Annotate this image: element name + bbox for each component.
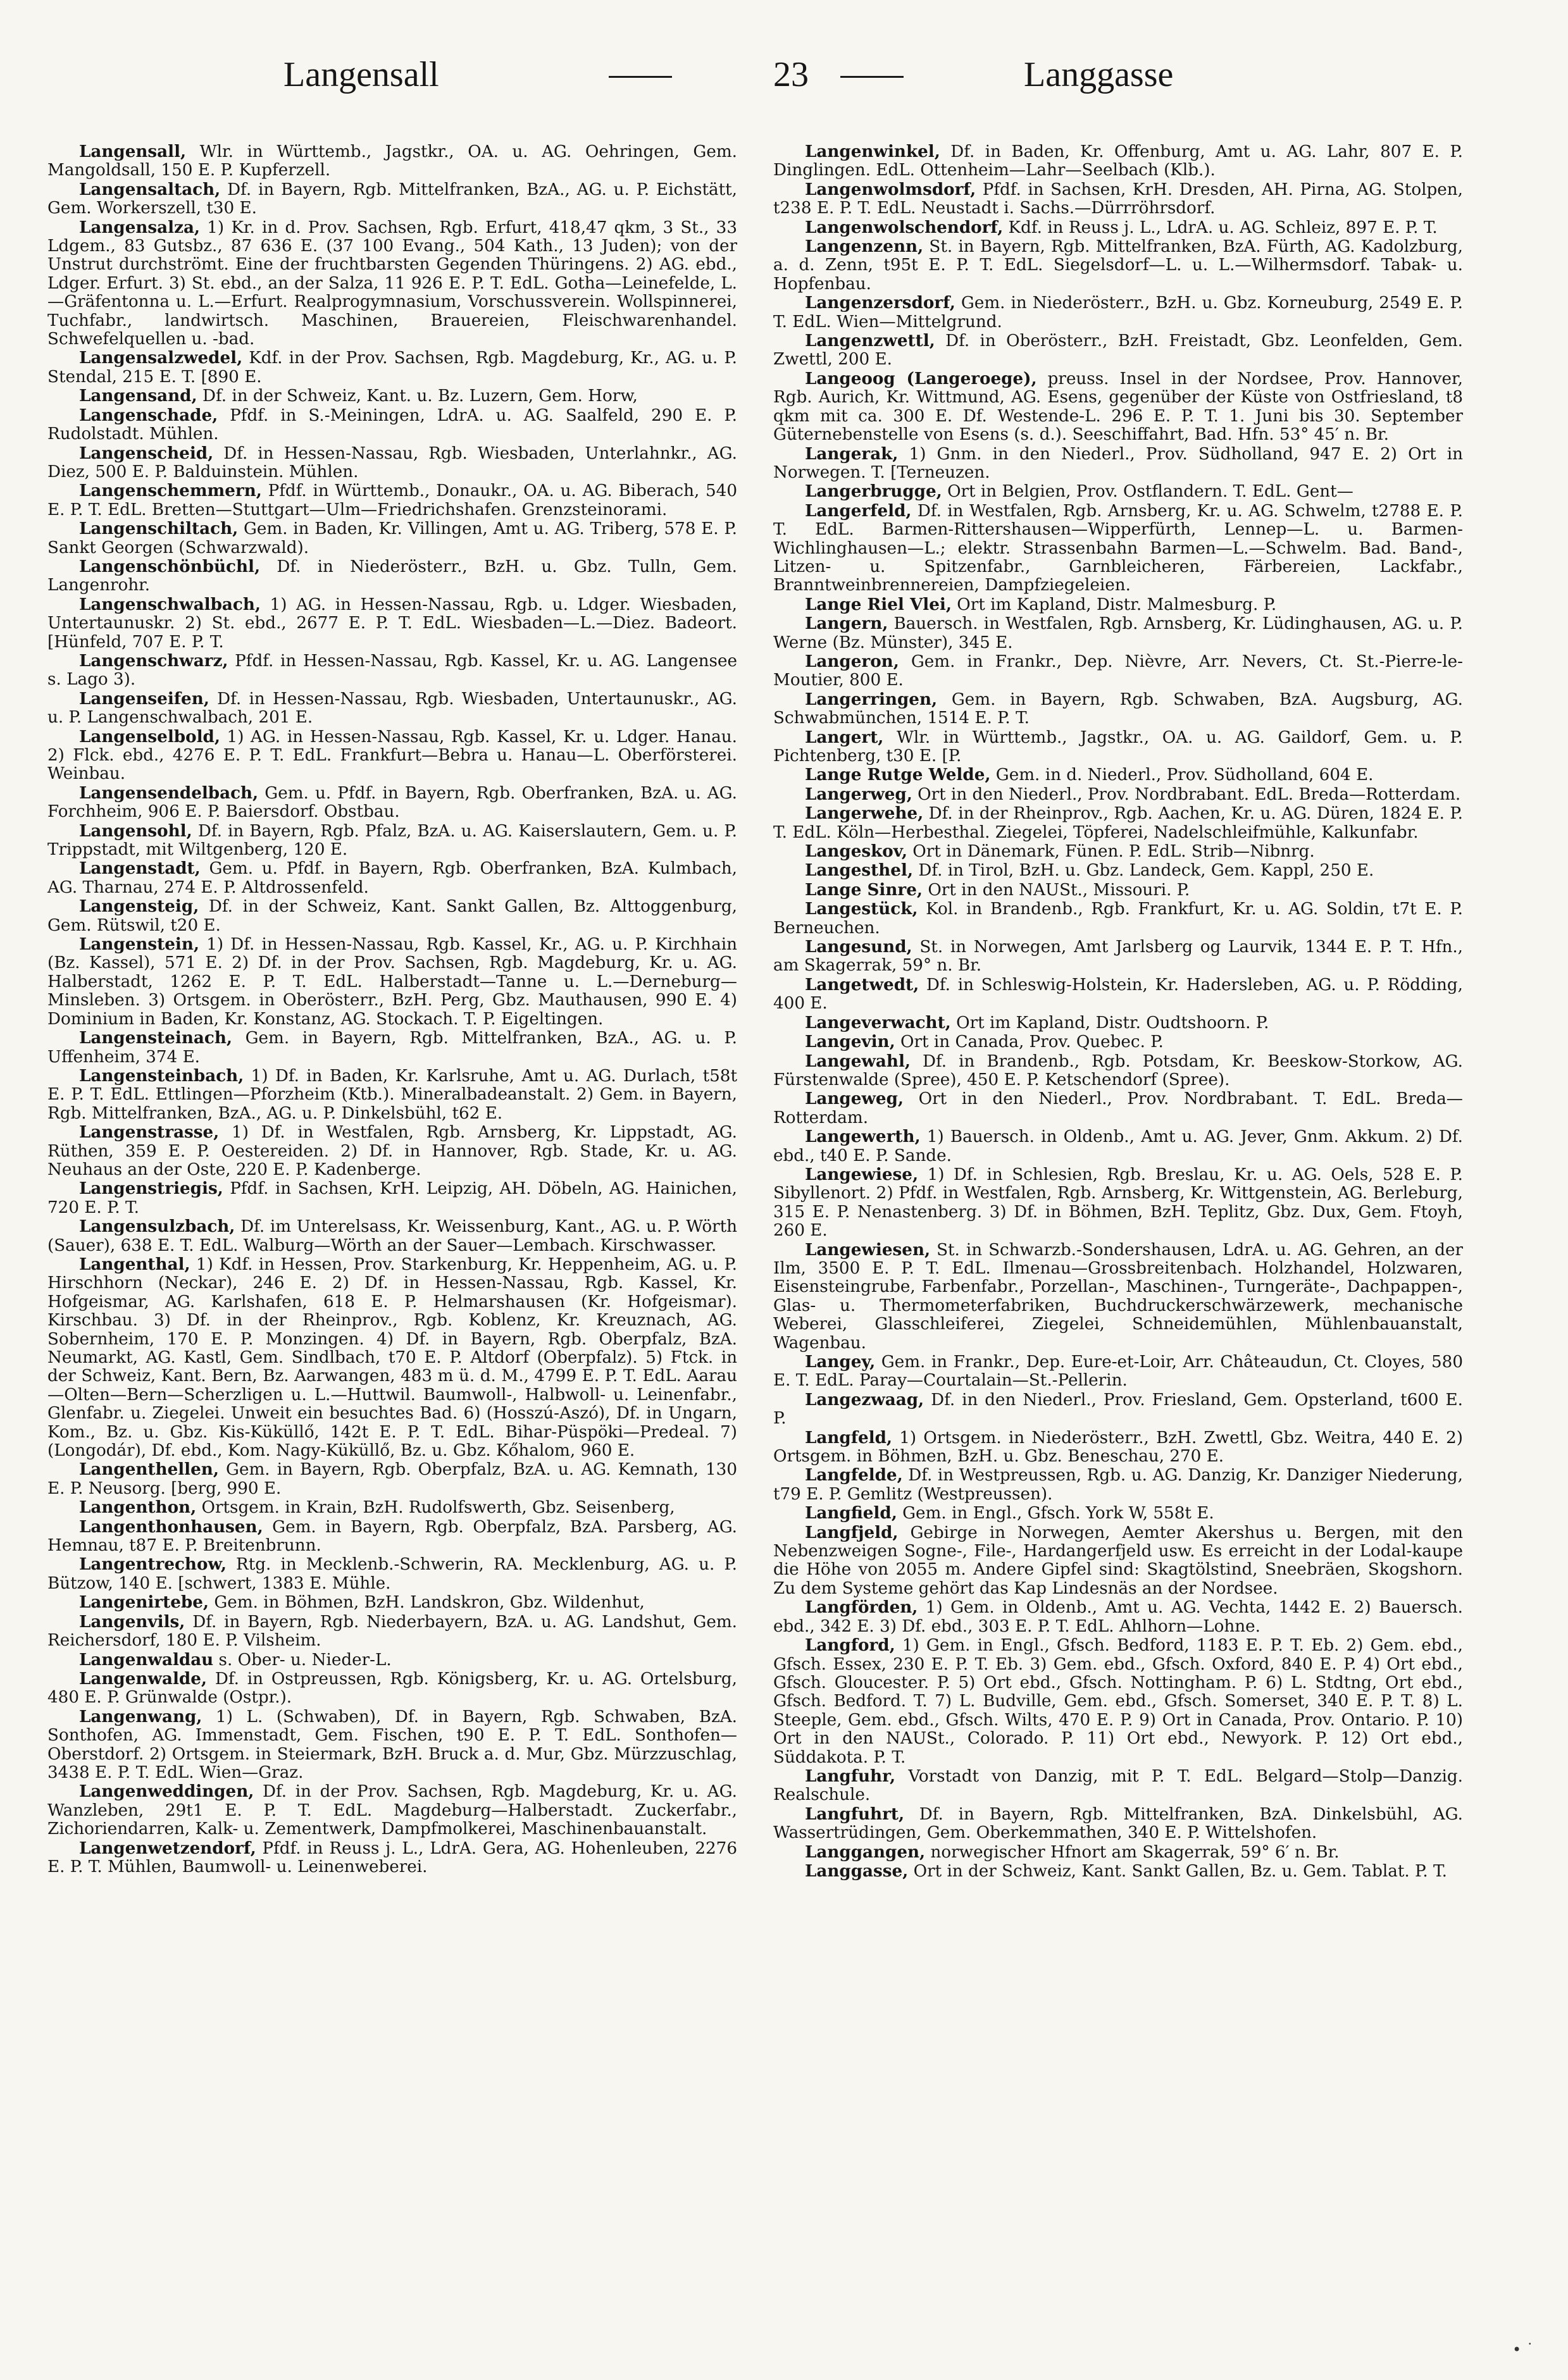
- entry-headword: Langenschönbüchl,: [79, 556, 261, 576]
- entry-text: Df. in Schleswig-Holstein, Kr. Hadersleben, AG. u. P. Rödding, 400 E.: [773, 975, 1463, 1013]
- entry-headword: Langford,: [805, 1635, 895, 1656]
- entry-headword: Langesthel,: [805, 860, 913, 881]
- entry-headword: Langenschwalbach,: [79, 594, 261, 614]
- entry-headword: Langewerth,: [805, 1127, 921, 1147]
- entry-text: preuss. Insel in der Nordsee, Prov. Hannover, Rgb. Aurich, Kr. Wittmund, AG. Esens, gegenüber der Küste von Ostfriesland, t8 qkm mit ca. 300 E. Df. Westende-L. 296 E. P. T. 1. Juni bis 30. September Güternebenstelle von Esens (s. d.). Seeschiffahrt, Bad. Hfn. 53° 45′ n. Br.: [773, 369, 1463, 445]
- entry-headword: Langenzersdorf,: [805, 293, 955, 313]
- dictionary-entry: [47, 1179, 737, 1217]
- entry-headword: Langenwolmsdorf,: [805, 179, 976, 199]
- entry-text: Gem. in Bayern, Rgb. Oberpfalz, BzA. u. AG. Kemnath, 130 E. P. Neusorg. [berg, 990 E.: [47, 1460, 737, 1498]
- dictionary-entry: [47, 142, 737, 180]
- dictionary-entry: [47, 595, 737, 652]
- dictionary-entry: [773, 1805, 1463, 1843]
- entry-text: Rtg. in Mecklenb.-Schwerin, RA. Mecklenburg, AG. u. P. Bützow, 140 E. [schwert, 1383 E. Mühle.: [47, 1555, 737, 1593]
- entry-headword: Langenschemmern,: [79, 481, 262, 501]
- entry-headword: Langfjeld,: [805, 1522, 899, 1542]
- entry-headword: Langenseifen,: [79, 688, 209, 709]
- dictionary-entry: [773, 332, 1463, 369]
- dictionary-entry: [773, 881, 1463, 900]
- entry-text: Df. in Ostpreussen, Rgb. Königsberg, Kr. u. AG. Ortelsburg, 480 E. P. Grünwalde (Ostpr.).: [47, 1669, 737, 1708]
- dictionary-entry: [47, 1555, 737, 1593]
- entry-text: St. in Bayern, Rgb. Mittelfranken, BzA. Fürth, AG. Kadolzburg, a. d. Zenn, t95t E. P. T. EdL. Siegelsdorf—L. u. L.—Wilhermsdorf. Tabak- u. Hopfenbau.: [773, 237, 1463, 294]
- entry-text: St. in Norwegen, Amt Jarlsberg og Laurvik, 1344 E. P. T. Hfn., am Skagerrak, 59° n. Br.: [773, 938, 1463, 976]
- dictionary-entry: [47, 1255, 737, 1460]
- entry-text: Df. in der Prov. Sachsen, Rgb. Magdeburg, Kr. u. AG. Wanzleben, 29t1 E. P. T. EdL. Magdeburg—Halberstadt. Zuckerfabr., Zichoriendarren, Kalk- u. Zementwerk, Dampfmolkerei, Maschinenbauanstalt.: [47, 1782, 737, 1839]
- entry-text: Gem. in Frankr., Dep. Nièvre, Arr. Nevers, Ct. St.-Pierre-le-Moutier, 800 E.: [773, 652, 1463, 690]
- dictionary-entry: [47, 822, 737, 860]
- entry-headword: Langenweddingen,: [79, 1782, 254, 1802]
- entry-text: Df. in Bayern, Rgb. Pfalz, BzA. u. AG. Kaiserslautern, Gem. u. P. Trippstadt, mit Wiltgenberg, 120 E.: [47, 821, 737, 860]
- entry-headword: Langfuhrt,: [805, 1804, 905, 1824]
- dictionary-entry: [47, 557, 737, 595]
- dictionary-entry: [773, 1429, 1463, 1466]
- entry-headword: Langenwinkel,: [805, 142, 940, 161]
- entry-headword: Langenthon,: [79, 1497, 197, 1518]
- entry-headword: Langentrechow,: [79, 1554, 227, 1575]
- dictionary-entry: [47, 1782, 737, 1838]
- dictionary-entry: [47, 387, 737, 406]
- entry-headword: Langerfeld,: [805, 500, 912, 521]
- dictionary-entry: [773, 1504, 1463, 1523]
- dictionary-entry: [47, 349, 737, 387]
- entry-headword: Langenwalde,: [79, 1668, 207, 1689]
- entry-text: Gem. in Bayern, Rgb. Schwaben, BzA. Augsburg, AG. Schwabmünchen, 1514 E. P. T.: [773, 690, 1463, 728]
- entry-headword: Langensalzwedel,: [79, 348, 243, 368]
- dictionary-entry: [47, 1651, 737, 1670]
- entry-headword: Langezwaag,: [805, 1389, 924, 1410]
- entry-text: Ort in der Schweiz, Kant. Sankt Gallen, Bz. u. Gem. Tablat. P. T.: [908, 1861, 1447, 1881]
- dictionary-entry: [47, 784, 737, 822]
- entry-headword: Langensall,: [79, 142, 187, 161]
- entry-headword: Langeron,: [805, 651, 899, 671]
- dictionary-entry: [773, 861, 1463, 880]
- entry-text: Gem. in Böhmen, BzH. Landskron, Gbz. Wildenhut,: [209, 1593, 645, 1613]
- entry-headword: Langerweg,: [805, 784, 912, 804]
- dictionary-entry: [773, 1089, 1463, 1127]
- entry-headword: Langenschwarz,: [79, 650, 228, 671]
- dictionary-entry: [47, 1067, 737, 1123]
- entry-text: 1) Gnm. in den Niederl., Prov. Südholland, 947 E. 2) Ort in Norwegen. T. [Terneuzen.: [773, 444, 1463, 482]
- entry-text: Df. in Bayern, Rgb. Mittelfranken, BzA. Dinkelsbühl, AG. Wassertrüdingen, Gem. Oberkemmathen, 340 E. P. Wittelshofen.: [773, 1804, 1463, 1843]
- entry-text: Gem. in Niederösterr., BzH. u. Gbz. Korneuburg, 2549 E. P. T. EdL. Wien—Mittelgrund.: [773, 294, 1463, 332]
- header-rule-left: [609, 76, 672, 78]
- entry-headword: Langfield,: [805, 1503, 897, 1523]
- entry-text: 1) Kr. in d. Prov. Sachsen, Rgb. Erfurt, 418,47 qkm, 3 St., 33 Ldgem., 83 Gutsbz., 87 636 E. (37 100 Evang., 504 Kath., 13 Juden); von der Unstrut durchströmt. Eine der fruchtbarsten Gegenden Thüringens. 2) AG. ebd., Ldger. Erfurt. 3) St. ebd., an der Salza, 11 926 E. P. T. EdL. Gotha—Leinefelde, L.—Gräfentonna u. L.—Erfurt. Realprogymnasium, Vorschussverein. Wollspinnerei, Tuchfabr., landwirtsch. Maschinen, Brauereien, Fleischwarenhandel. Schwefelquellen u. -bad.: [47, 218, 737, 349]
- entry-text: Df. in Bayern, Rgb. Mittelfranken, BzA., AG. u. P. Eichstätt, Gem. Workerszell, t30 E.: [47, 180, 737, 218]
- dictionary-entry: [773, 1052, 1463, 1090]
- entry-headword: Langenstriegis,: [79, 1179, 223, 1199]
- entry-headword: Langensulzbach,: [79, 1217, 235, 1237]
- entry-text: Pfdf. in Reuss j. L., LdrA. Gera, AG. Hohenleuben, 2276 E. P. T. Mühlen, Baumwoll- u. Leinenweberei.: [47, 1838, 737, 1876]
- entry-text: s. Ober- u. Nieder-L.: [213, 1650, 392, 1670]
- dictionary-entry: [47, 1839, 737, 1877]
- entry-headword: Langenthellen,: [79, 1460, 219, 1480]
- entry-text: Df. in der Schweiz, Kant. Sankt Gallen, Bz. Alttoggenburg, Gem. Rütswil, t20 E.: [47, 897, 737, 935]
- entry-headword: Langfuhr,: [805, 1766, 896, 1786]
- entry-text: Df. in Westpreussen, Rgb. u. AG. Danzig, Kr. Danziger Niederung, t79 E. P. Gemlitz (Westpreussen).: [773, 1466, 1463, 1504]
- entry-headword: Langensteinbach,: [79, 1065, 244, 1086]
- entry-headword: Langensteig,: [79, 896, 199, 917]
- dictionary-entry: [773, 1523, 1463, 1599]
- dictionary-entry: [773, 1636, 1463, 1767]
- entry-headword: Langeoog (Langeroege),: [805, 368, 1037, 388]
- dictionary-entry: [47, 1708, 737, 1783]
- entry-headword: Langerbrugge,: [805, 481, 942, 502]
- entry-text: Pfdf. in Hessen-Nassau, Rgb. Kassel, Kr. u. AG. Langensee s. Lago 3).: [47, 651, 737, 690]
- dictionary-entry: [47, 897, 737, 935]
- entry-text: Wlr. in Württemb., Jagstkr., OA. u. AG. Oehringen, Gem. Mangoldsall, 150 E. P. Kupferzell.: [47, 142, 737, 180]
- entry-text: 1) Df. in Baden, Kr. Karlsruhe, Amt u. AG. Durlach, t58t E. P. T. EdL. Ettlingen—Pforzheim (Ktb.). Mineralbadeanstalt. 2) Gem. in Bayern, Rgb. Mittelfranken, BzA., AG. u. P. Dinkelsbühl, t62 E.: [47, 1066, 737, 1123]
- entry-text: 1) Ortsgem. in Niederösterr., BzH. Zwettl, Gbz. Weitra, 440 E. 2) Ortsgem. in Böhmen, BzH. u. Gbz. Beneschau, 270 E.: [773, 1428, 1463, 1466]
- entry-text: Ort im Kapland, Distr. Oudtshoorn. P.: [950, 1013, 1269, 1032]
- entry-text: 1) Gem. in Engl., Gfsch. Bedford, 1183 E. P. T. Eb. 2) Gem. ebd., Gfsch. Essex, 230 E. P. T. Eb. 3) Gem. ebd., Gfsch. Oxford, 840 E. P. 4) Ort ebd., Gfsch. Gloucester. P. 5) Ort ebd., Gfsch. Nottingham. P. 6) L. Stdtng, Ort ebd., Gfsch. Bedford. T. 7) L. Budville, Gem. ebd., Gfsch. Somerset, 340 E. P. T. 8) L. Steeple, Gem. ebd., Gfsch. Wilts, 470 E. P. 9) Ort in Canada, Prov. Ontario. P. 10) Ort in den NAUSt., Colorado. P. 11) Ort ebd., Newyork. P. 12) Ort ebd., Süddakota. P. T.: [773, 1636, 1463, 1767]
- dictionary-entry: [47, 1670, 737, 1708]
- entry-headword: Langey,: [805, 1352, 876, 1372]
- entry-headword: Langern,: [805, 614, 888, 634]
- entry-text: Ort in Canada, Prov. Quebec. P.: [895, 1032, 1164, 1052]
- dictionary-entry: [773, 1598, 1463, 1636]
- entry-text: Df. in der Schweiz, Kant. u. Bz. Luzern, Gem. Horw,: [197, 387, 638, 406]
- entry-text: 1) Df. in Schlesien, Rgb. Breslau, Kr. u. AG. Oels, 528 E. P. Sibyllenort. 2) Pfdf. in Westfalen, Rgb. Arnsberg, Kr. Wittgenstein, AG. Berleburg, 315 E. P. Nenastenberg. 3) Df. in Böhmen, BzH. Teplitz, Gbz. Dux, Gem. Ftoyh, 260 E.: [773, 1165, 1463, 1241]
- entry-text: norwegischer Hfnort am Skagerrak, 59° 6′ n. Br.: [925, 1842, 1340, 1862]
- entry-text: Ort im Kapland, Distr. Malmesburg. P.: [951, 595, 1277, 614]
- entry-text: 1) Bauersch. in Oldenb., Amt u. AG. Jever, Gnm. Akkum. 2) Df. ebd., t40 E. P. Sande.: [773, 1127, 1463, 1165]
- page-number: 23: [773, 55, 809, 94]
- entry-text: Df. in Brandenb., Rgb. Potsdam, Kr. Beeskow-Storkow, AG. Fürstenwalde (Spree), 450 E. P. Ketschendorf (Spree).: [773, 1051, 1463, 1089]
- dictionary-entry: [773, 1241, 1463, 1353]
- entry-text: Gem. in Bayern, Rgb. Oberpfalz, BzA. Parsberg, AG. Hemnau, t87 E. P. Breitenbrunn.: [47, 1517, 737, 1556]
- entry-headword: Langfeld,: [805, 1427, 893, 1447]
- entry-headword: Langert,: [805, 727, 884, 747]
- dictionary-entry: [773, 595, 1463, 614]
- entry-text: 1) Gem. in Oldenb., Amt u. AG. Vechta, 1442 E. 2) Bauersch. ebd., 342 E. 3) Df. ebd., 303 E. P. T. EdL. Ahlhorn—Lohne.: [773, 1598, 1463, 1636]
- dictionary-entry: [773, 614, 1463, 652]
- entry-text: Ortsgem. in Krain, BzH. Rudolfswerth, Gbz. Seisenberg,: [196, 1498, 675, 1518]
- entry-text: Df. in Hessen-Nassau, Rgb. Wiesbaden, Unterlahnkr., AG. Diez, 500 E. P. Balduinstein. Mühlen.: [47, 443, 737, 481]
- entry-text: Df. im Unterelsass, Kr. Weissenburg, Kant., AG. u. P. Wörth (Sauer), 638 E. T. EdL. Walburg—Wörth an der Sauer—Lembach. Kirschwasser.: [47, 1217, 737, 1255]
- entry-headword: Langewiese,: [805, 1164, 919, 1184]
- dictionary-entry: [773, 294, 1463, 332]
- dictionary-entry: [773, 842, 1463, 861]
- dictionary-entry: [773, 1862, 1463, 1881]
- entry-text: Df. in Bayern, Rgb. Niederbayern, BzA. u. AG. Landshut, Gem. Reichersdorf, 180 E. P. Vilsheim.: [47, 1612, 737, 1651]
- entry-headword: Langeskov,: [805, 841, 907, 862]
- dictionary-entry: [47, 1498, 737, 1517]
- entry-text: Ort in Dänemark, Fünen. P. EdL. Strib—Nibnrg.: [907, 842, 1315, 862]
- entry-headword: Langenwetzendorf,: [79, 1838, 256, 1858]
- entry-headword: Langensendelbach,: [79, 783, 259, 803]
- dictionary-entry: [47, 180, 737, 218]
- entry-text: Kdf. in Reuss j. L., LdrA. u. AG. Schleiz, 897 E. P. T.: [1003, 218, 1438, 237]
- dictionary-entry: [773, 785, 1463, 804]
- dictionary-entry: [773, 482, 1463, 501]
- entry-text: Pfdf. in S.-Meiningen, LdrA. u. AG. Saalfeld, 290 E. P. Rudolstadt. Mühlen.: [47, 406, 737, 444]
- entry-headword: Langevin,: [805, 1032, 895, 1052]
- dictionary-entry: [47, 728, 737, 784]
- entry-text: 1) Df. in Westfalen, Rgb. Arnsberg, Kr. Lippstadt, AG. Rüthen, 359 E. P. Oestereiden. 2) Df. in Hannover, Rgb. Stade, Kr. u. AG. Neuhaus an der Oste, 220 E. P. Kadenberge.: [47, 1123, 737, 1179]
- entry-text: Kol. in Brandenb., Rgb. Frankfurt, Kr. u. AG. Soldin, t7t E. P. Berneuchen.: [773, 900, 1463, 938]
- entry-text: Df. in Westfalen, Rgb. Arnsberg, Kr. u. AG. Schwelm, t2788 E. P. T. EdL. Barmen-Rittershausen—Wipperfürth, Lennep—L. u. Barmen-Wichlinghausen—L.; elektr. Strassenbahn Barmen—L.—Schwelm. Bad. Band-, Litzen- u. Spitzenfabr., Garnbleicheren, Färbereien, Lackfabr., Branntweinbrennereien, Dampfziegeleien.: [773, 501, 1463, 595]
- entry-text: Pfdf. in Sachsen, KrH. Leipzig, AH. Döbeln, AG. Hainichen, 720 E. P. T.: [47, 1179, 737, 1217]
- dictionary-entry: [47, 1217, 737, 1255]
- entry-text: 1) Kdf. in Hessen, Prov. Starkenburg, Kr. Heppenheim, AG. u. P. Hirschhorn (Neckar), 246 E. 2) Df. in Hessen-Nassau, Rgb. Kassel, Kr. Hofgeismar, AG. Karlshafen, 618 E. P. Helmarshausen (Kr. Hofgeismar). Kirschbau. 3) Df. in der Rheinprov., Rgb. Koblenz, Kr. Kreuznach, AG. Sobernheim, 170 E. P. Monzingen. 4) Df. in Bayern, Rgb. Oberpfalz, BzA. Neumarkt, AG. Kastl, Gem. Sindlbach, t70 E. P. Altdorf (Oberpfalz). 5) Ftck. in der Schweiz, Kant. Bern, Bz. Aarwangen, 483 m ü. d. M., 4799 E. P. T. EdL. Aarau—Olten—Bern—Scherzligen u. L.—Huttwil. Baumwoll-, Halbwoll- u. Leinenfabr., Glenfabr. u. Ziegelei. Unweit ein besuchtes Bad. 6) (Hosszú-Aszó), Df. in Ungarn, Kom., Bz. u. Gbz. Kis-Küküllő, 142t E. P. T. EdL. Bihar-Püspöki—Predeal. 7) (Longodár), Df. ebd., Kom. Nagy-Küküllő, Bz. u. Gbz. Kőhalom, 960 E.: [47, 1255, 737, 1461]
- dictionary-entry: [773, 728, 1463, 766]
- dictionary-entry: [47, 690, 737, 728]
- dictionary-entry: [773, 369, 1463, 445]
- dictionary-entry: [773, 237, 1463, 294]
- entry-headword: Langenselbold,: [79, 726, 220, 747]
- left-column: [47, 142, 737, 1876]
- dictionary-entry: [773, 938, 1463, 976]
- entry-text: 1) L. (Schwaben), Df. in Bayern, Rgb. Schwaben, BzA. Sonthofen, AG. Immenstadt, Gem. Fischen, t90 E. P. T. EdL. Sonthofen—Oberstdorf. 2) Ortsgem. in Steiermark, BzH. Bruck a. d. Mur, Gbz. Mürzzuschlag, 3438 E. P. T. EdL. Wien—Graz.: [47, 1707, 737, 1782]
- entry-text: Pfdf. in Sachsen, KrH. Dresden, AH. Pirna, AG. Stolpen, t238 E. P. T. EdL. Neustadt i. Sachs.—Dürrröhrsdorf.: [773, 180, 1463, 218]
- entry-headword: Langenschiltach,: [79, 519, 239, 539]
- dictionary-entry: [773, 1466, 1463, 1504]
- dictionary-entry: [773, 1127, 1463, 1165]
- entry-headword: Langetwedt,: [805, 974, 919, 995]
- entry-text: Gem. u. Pfdf. in Bayern, Rgb. Oberfranken, BzA. u. AG. Forchheim, 906 E. P. Baiersdorf. Obstbau.: [47, 783, 737, 822]
- dictionary-entry: [773, 218, 1463, 237]
- entry-text: Bauersch. in Westfalen, Rgb. Arnsberg, Kr. Lüdinghausen, AG. u. P. Werne (Bz. Münster), 345 E.: [773, 614, 1463, 652]
- entry-headword: Langfelde,: [805, 1465, 903, 1485]
- entry-headword: Langgangen,: [805, 1842, 926, 1862]
- entry-headword: Langeverwacht,: [805, 1012, 951, 1032]
- dictionary-entry: [47, 406, 737, 444]
- dictionary-entry: [47, 444, 737, 482]
- entry-headword: Langerwehe,: [805, 803, 924, 824]
- entry-headword: Langenwaldau: [79, 1649, 214, 1670]
- dictionary-entry: [47, 481, 737, 519]
- entry-headword: Langerringen,: [805, 689, 938, 709]
- entry-text: Ort in den Niederl., Prov. Nordbrabant. T. EdL. Breda—Rotterdam.: [773, 1089, 1463, 1127]
- entry-headword: Langenstadt,: [79, 858, 201, 879]
- dictionary-entry: [773, 180, 1463, 218]
- dictionary-entry: [47, 1593, 737, 1612]
- entry-text: Gem. in Bayern, Rgb. Mittelfranken, BzA., AG. u. P. Uffenheim, 374 E.: [47, 1029, 737, 1067]
- entry-text: Kdf. in der Prov. Sachsen, Rgb. Magdeburg, Kr., AG. u. P. Stendal, 215 E. T. [890 E.: [47, 349, 737, 387]
- entry-headword: Langenzenn,: [805, 237, 924, 257]
- entry-text: Gem. in Engl., Gfsch. York W, 558t E.: [897, 1504, 1214, 1523]
- entry-headword: Langenwang,: [79, 1706, 202, 1726]
- entry-headword: Langenstein,: [79, 934, 200, 955]
- entry-headword: Langewiesen,: [805, 1239, 931, 1260]
- entry-text: Gebirge in Norwegen, Aemter Akershus u. Bergen, mit den Nebenzweigen Sogne-, File-, Hardangerfjeld usw. Es erreicht in der Lodal-kaupe die Höhe von 2055 m. Andere Gipfel sind: Skagtölstind, Sneebräen, Skogshorn. Zu dem Systeme gehört das Kap Lindesnäs an der Nordsee.: [773, 1523, 1463, 1598]
- entry-headword: Langensteinach,: [79, 1028, 232, 1048]
- entry-headword: Langgasse,: [805, 1861, 909, 1881]
- entry-text: Gem. in d. Niederl., Prov. Südholland, 604 E.: [990, 765, 1374, 785]
- dictionary-entry: [773, 804, 1463, 842]
- entry-headword: Langenscheid,: [79, 443, 214, 463]
- dictionary-entry: [47, 1518, 737, 1556]
- entry-text: 1) AG. in Hessen-Nassau, Rgb. u. Ldger. Wiesbaden, Untertaunuskr. 2) St. ebd., 2677 E. P. T. EdL. Wiesbaden—L.—Diez. Badeort. [Hünfeld, 707 E. P. T.: [47, 595, 737, 652]
- entry-headword: Langensand,: [79, 386, 197, 406]
- entry-text: Df. in den Niederl., Prov. Friesland, Gem. Opsterland, t600 E. P.: [773, 1390, 1463, 1429]
- entry-text: 1) AG. in Hessen-Nassau, Rgb. Kassel, Kr. u. Ldger. Hanau. 2) Flck. ebd., 4276 E. P. T. EdL. Frankfurt—Bebra u. Hanau—L. Oberförsterei. Weinbau.: [47, 727, 737, 784]
- dictionary-entry: [773, 976, 1463, 1013]
- dictionary-entry: [773, 1843, 1463, 1862]
- entry-headword: Langenthonhausen,: [79, 1516, 263, 1537]
- entry-text: Wlr. in Württemb., Jagstkr., OA. u. AG. Gaildorf, Gem. u. P. Pichtenberg, t30 E. [P.: [773, 728, 1463, 765]
- entry-headword: Langenvils,: [79, 1611, 185, 1632]
- entry-headword: Lange Riel Vlei,: [805, 594, 952, 614]
- dictionary-entry: [47, 935, 737, 1029]
- entry-headword: Langenzwettl,: [805, 331, 935, 351]
- dictionary-entry: [773, 142, 1463, 180]
- entry-headword: Langenstrasse,: [79, 1122, 220, 1143]
- entry-headword: Langerak,: [805, 443, 899, 464]
- header-rule-right: [840, 76, 904, 78]
- entry-text: Df. in Niederösterr., BzH. u. Gbz. Tulln, Gem. Langenrohr.: [47, 557, 737, 595]
- dictionary-entry: [47, 1029, 737, 1067]
- dictionary-entry: [773, 1391, 1463, 1429]
- entry-headword: Langenschade,: [79, 405, 218, 425]
- dictionary-entry: [47, 652, 737, 690]
- dictionary-entry: [773, 765, 1463, 784]
- entry-headword: Langewahl,: [805, 1051, 911, 1071]
- entry-text: Gem. in Frankr., Dep. Eure-et-Loir, Arr. Châteaudun, Ct. Cloyes, 580 E. T. EdL. Paray—Courtalain—St.-Pellerin.: [773, 1353, 1463, 1391]
- dictionary-entry: [773, 445, 1463, 483]
- running-head-right: Langgasse: [1024, 55, 1174, 94]
- dictionary-entry: [773, 1767, 1463, 1805]
- entry-headword: Langensalza,: [79, 217, 201, 237]
- entry-text: Df. in der Rheinprov., Rgb. Aachen, Kr. u. AG. Düren, 1824 E. P. T. EdL. Köln—Herbesthal. Ziegelei, Töpferei, Nadelschleifmühle, Kalkunfabr.: [773, 804, 1463, 842]
- dictionary-entry: [773, 1013, 1463, 1032]
- running-head-left: Langensall: [283, 55, 439, 94]
- dictionary-entry: [773, 652, 1463, 690]
- dictionary-entry: [47, 1460, 737, 1498]
- dictionary-entry: [47, 859, 737, 897]
- entry-headword: Langeweg,: [805, 1089, 904, 1109]
- entry-text: Df. in Tirol, BzH. u. Gbz. Landeck, Gem. Kappl, 250 E.: [913, 861, 1374, 881]
- dictionary-entry: [773, 1032, 1463, 1051]
- entry-headword: Langesund,: [805, 937, 912, 957]
- dictionary-entry: [47, 1123, 737, 1179]
- entry-headword: Lange Rutge Welde,: [805, 765, 991, 785]
- entry-headword: Langestück,: [805, 899, 918, 919]
- entry-text: Gem. in Baden, Kr. Villingen, Amt u. AG. Triberg, 578 E. P. Sankt Georgen (Schwarzwald).: [47, 519, 737, 557]
- dictionary-entry: [773, 1353, 1463, 1391]
- entry-text: St. in Schwarzb.-Sondershausen, LdrA. u. AG. Gehren, an der Ilm, 3500 E. P. T. EdL. Ilmenau—Grossbreitenbach. Holzhandel, Holzwaren, Eisensteingrube, Farbenfabr., Porzellan-, Maschinen-, Turngeräte-, Dachpappen-, Glas- u. Thermometerfabriken, Buchdruckerschwärzewerk, mechanische Weberei, Glasschleiferei, Ziegelei, Schneidemühlen, Mühlenbauanstalt, Wagenbau.: [773, 1240, 1463, 1353]
- dictionary-entry: [773, 690, 1463, 728]
- entry-headword: Langensohl,: [79, 821, 192, 841]
- entry-headword: Lange Sinre,: [805, 879, 923, 900]
- entry-text: Ort in den NAUSt., Missouri. P.: [923, 880, 1190, 900]
- entry-text: Ort in Belgien, Prov. Ostflandern. T. EdL. Gent—: [942, 482, 1353, 502]
- entry-text: Pfdf. in Württemb., Donaukr., OA. u. AG. Biberach, 540 E. P. T. EdL. Bretten—Stuttgart—Ulm—Friedrichshafen. Grenzsteinorami.: [47, 481, 737, 519]
- dictionary-entry: [47, 1613, 737, 1651]
- corner-mark: • ˙: [1512, 2341, 1534, 2358]
- entry-text: Df. in Hessen-Nassau, Rgb. Wiesbaden, Untertaunuskr., AG. u. P. Langenschwalbach, 201 E.: [47, 689, 737, 728]
- dictionary-entry: [773, 1165, 1463, 1241]
- entry-text: Df. in Oberösterr., BzH. Freistadt, Gbz. Leonfelden, Gem. Zwettl, 200 E.: [773, 332, 1463, 369]
- entry-headword: Langensaltach,: [79, 179, 221, 199]
- entry-text: Vorstadt von Danzig, mit P. T. EdL. Belgard—Stolp—Danzig. Realschule.: [773, 1766, 1463, 1805]
- entry-headword: Langenthal,: [79, 1254, 190, 1274]
- entry-headword: Langförden,: [805, 1597, 918, 1618]
- entry-headword: Langenwolschendorf,: [805, 217, 1004, 237]
- entry-text: Df. in Baden, Kr. Offenburg, Amt u. AG. Lahr, 807 E. P. Dinglingen. EdL. Ottenheim—Lahr—Seelbach (Klb.).: [773, 142, 1463, 180]
- dictionary-entry: [773, 502, 1463, 595]
- right-column: [773, 142, 1463, 1881]
- entry-text: Ort in den Niederl., Prov. Nordbrabant. EdL. Breda—Rotterdam.: [912, 784, 1461, 804]
- entry-text: Gem. u. Pfdf. in Bayern, Rgb. Oberfranken, BzA. Kulmbach, AG. Tharnau, 274 E. P. Altdrossenfeld.: [47, 859, 737, 897]
- entry-text: 1) Df. in Hessen-Nassau, Rgb. Kassel, Kr., AG. u. P. Kirchhain (Bz. Kassel), 571 E. 2) Df. in der Prov. Sachsen, Rgb. Magdeburg, Kr. u. AG. Halberstadt, 1262 E. P. T. EdL. Halberstadt—Tanne u. L.—Derneburg—Minsleben. 3) Ortsgem. in Oberösterr., BzH. Perg, Gbz. Mauthausen, 990 E. 4) Dominium in Baden, Kr. Konstanz, AG. Stockach. T. P. Eigeltingen.: [47, 935, 737, 1029]
- entry-headword: Langenirtebe,: [79, 1592, 209, 1613]
- dictionary-entry: [773, 900, 1463, 938]
- dictionary-entry: [47, 218, 737, 349]
- dictionary-entry: [47, 519, 737, 557]
